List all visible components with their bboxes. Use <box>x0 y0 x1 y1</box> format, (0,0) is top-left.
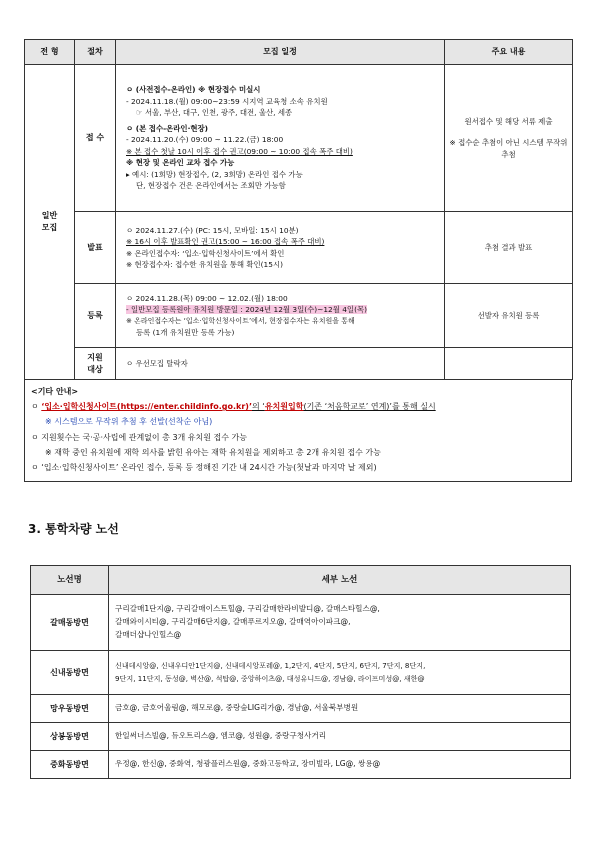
row-target <box>25 348 573 380</box>
route-detail: 구리갈매1단지@, 구리갈매이스트힐@, 구리갈매한라비발디@, 갈매스타힐스@, 갈매와이시티@, 구리갈매6단지@, 갈매푸르지오@, 갈매역아이파크@, 갈매더샵나인힐스@ <box>109 595 571 651</box>
apply-line-5: ※ 본 접수 첫날 10시 이후 접수 권고(09:00 ~ 10:00 접속 폭주 대비) <box>126 146 353 156</box>
register-schedule <box>116 284 445 348</box>
notes-title: <기타 안내> <box>31 387 79 396</box>
route-name: 망우동방면 <box>31 695 109 723</box>
step-apply: 접 수 <box>75 65 116 212</box>
schedule-table <box>24 39 573 380</box>
apply-line-3: ㅇ (본 접수-온라인·현장) <box>126 123 209 133</box>
target-schedule <box>116 348 445 380</box>
apply-schedule <box>116 65 445 212</box>
route-name: 중화동방면 <box>31 751 109 779</box>
announce-line-2: ※ 온라인접수자: ‘입소·입학신청사이트’에서 확인 <box>126 248 285 258</box>
apply-line-4: - 2024.11.20.(수) 09:00 ~ 11.22.(금) 18:00 <box>126 135 284 145</box>
notes-line-3: ㅇ 지원횟수는 국·공·사립에 관계없이 총 3개 유치원 접수 가능 <box>31 432 247 442</box>
announce-schedule <box>116 212 445 284</box>
apply-content-1: ※ 접수순 추첨이 아닌 시스템 무작위 추첨 <box>449 138 568 159</box>
row-apply <box>25 65 573 212</box>
category-general: 일반 모집 <box>25 65 75 380</box>
route-name: 갈매동방면 <box>31 595 109 651</box>
routes-header-row <box>31 566 571 595</box>
apply-line-2: ☞ 서울, 부산, 대구, 인천, 광주, 대전, 울산, 세종 <box>136 108 293 118</box>
step-announce: 발표 <box>75 212 116 284</box>
apply-line-7: ▸ 예시: (1희망) 현장접수, (2, 3희망) 온라인 접수 가능 <box>126 169 303 179</box>
route-detail: 한일써너스빌@, 듀오트리스@, 엠코@, 성원@, 중랑구청사거리 <box>109 723 571 751</box>
routes-table <box>30 565 571 779</box>
apply-line-0: ㅇ (사전접수-온라인) ※ 현장접수 미실시 <box>126 85 261 95</box>
notes-line-1: ㅇ ‘입소·입학신청사이트(https://enter.childinfo.go.kr)’의 ‘유치원입학(기존 ‘처음학교로’ 연계)’를 통해 실시 <box>31 402 436 412</box>
table-row <box>31 595 571 651</box>
register-content: 선발자 유치원 등록 <box>445 284 573 348</box>
route-detail: 신내데시앙@, 신내우디안1단지@, 신내데시앙포레@, 1,2단지, 4단지, 5단지, 6단지, 7단지, 8단지, 9단지, 11단지, 동성@, 벽산@, 석탑@, 중앙하이츠@, 대성유니드@, 경남@, 라이프미성@, 새한@ <box>109 651 571 695</box>
section-title: 3. 통학차량 노선 <box>28 522 119 536</box>
apply-line-8: 단, 현장접수 건은 온라인에서는 조회만 가능함 <box>136 181 286 191</box>
register-line-1: - 일반모집 등록원아 유치원 방문일 : 2024년 12월 3일(수)~12월 4일(목) <box>126 305 367 315</box>
table-row <box>31 651 571 695</box>
notes-line-4: ※ 재학 중인 유치원에 재학 의사를 밝힌 유아는 재학 유치원을 제외하고 총 2개 유치원 접수 가능 <box>45 447 381 457</box>
step-register: 등록 <box>75 284 116 348</box>
other-notes <box>24 380 572 482</box>
announce-content: 추첨 결과 발표 <box>445 212 573 284</box>
route-name: 상봉동방면 <box>31 723 109 751</box>
notes-line-5: ㅇ ‘입소·입학신청사이트’ 온라인 접수, 등록 등 정해진 기간 내 24시간 가능(첫날과 마지막 날 제외) <box>31 462 377 472</box>
enrollment-site-link[interactable]: ‘입소·입학신청사이트(https://enter.childinfo.go.kr)’ <box>41 402 252 412</box>
apply-line-1: - 2024.11.18.(월) 09:00~23:59 시지역 교육청 소속 유치원 <box>126 96 328 106</box>
register-line-2: ※ 온라인접수자는 ‘입소·입학신청사이트’에서, 현장접수자는 유치원을 통해 <box>126 316 355 325</box>
header-schedule: 모집 일정 <box>116 40 445 65</box>
schedule-header-row <box>25 40 573 65</box>
header-step: 절차 <box>75 40 116 65</box>
announce-line-3: ※ 현장접수자: 접수한 유치원을 통해 확인(15시) <box>126 259 283 269</box>
register-line-0: ㅇ 2024.11.28.(목) 09:00 ~ 12.02.(월) 18:00 <box>126 293 288 303</box>
apply-content <box>445 65 573 212</box>
register-line-3: 등록 (1개 유치원만 등록 가능) <box>136 327 235 337</box>
schedule-section <box>24 39 572 482</box>
notes-line-2: ※ 시스템으로 무작위 추첨 후 선발(선착순 아님) <box>45 417 213 427</box>
target-content <box>445 348 573 380</box>
table-row <box>31 751 571 779</box>
step-target: 지원 대상 <box>75 348 116 380</box>
target-line-0: ㅇ 우선모집 탈락자 <box>126 358 188 368</box>
announce-line-1: ※ 16시 이후 발표확인 권고(15:00 ~ 16:00 접속 폭주 대비) <box>126 237 325 247</box>
row-register <box>25 284 573 348</box>
header-route-detail: 세부 노선 <box>109 566 571 595</box>
table-row <box>31 695 571 723</box>
header-content: 주요 내용 <box>445 40 573 65</box>
apply-line-6: ※ 현장 및 온라인 교차 접수 가능 <box>126 158 235 168</box>
row-announce <box>25 212 573 284</box>
route-detail: 우정@, 한신@, 중화역, 청광플러스원@, 중화고등학교, 장미빌라, LG@, 쌍용@ <box>109 751 571 779</box>
route-detail: 금호@, 금호어울림@, 해모로@, 중랑숲LIG리가@, 경남@, 서울북부병원 <box>109 695 571 723</box>
apply-content-0: 원서접수 및 해당 서류 제출 <box>464 116 553 126</box>
announce-line-0: ㅇ 2024.11.27.(수) (PC: 15시, 모바일: 15시 10분) <box>126 225 299 235</box>
table-row <box>31 723 571 751</box>
header-type: 전 형 <box>25 40 75 65</box>
route-name: 신내동방면 <box>31 651 109 695</box>
header-route-name: 노선명 <box>31 566 109 595</box>
